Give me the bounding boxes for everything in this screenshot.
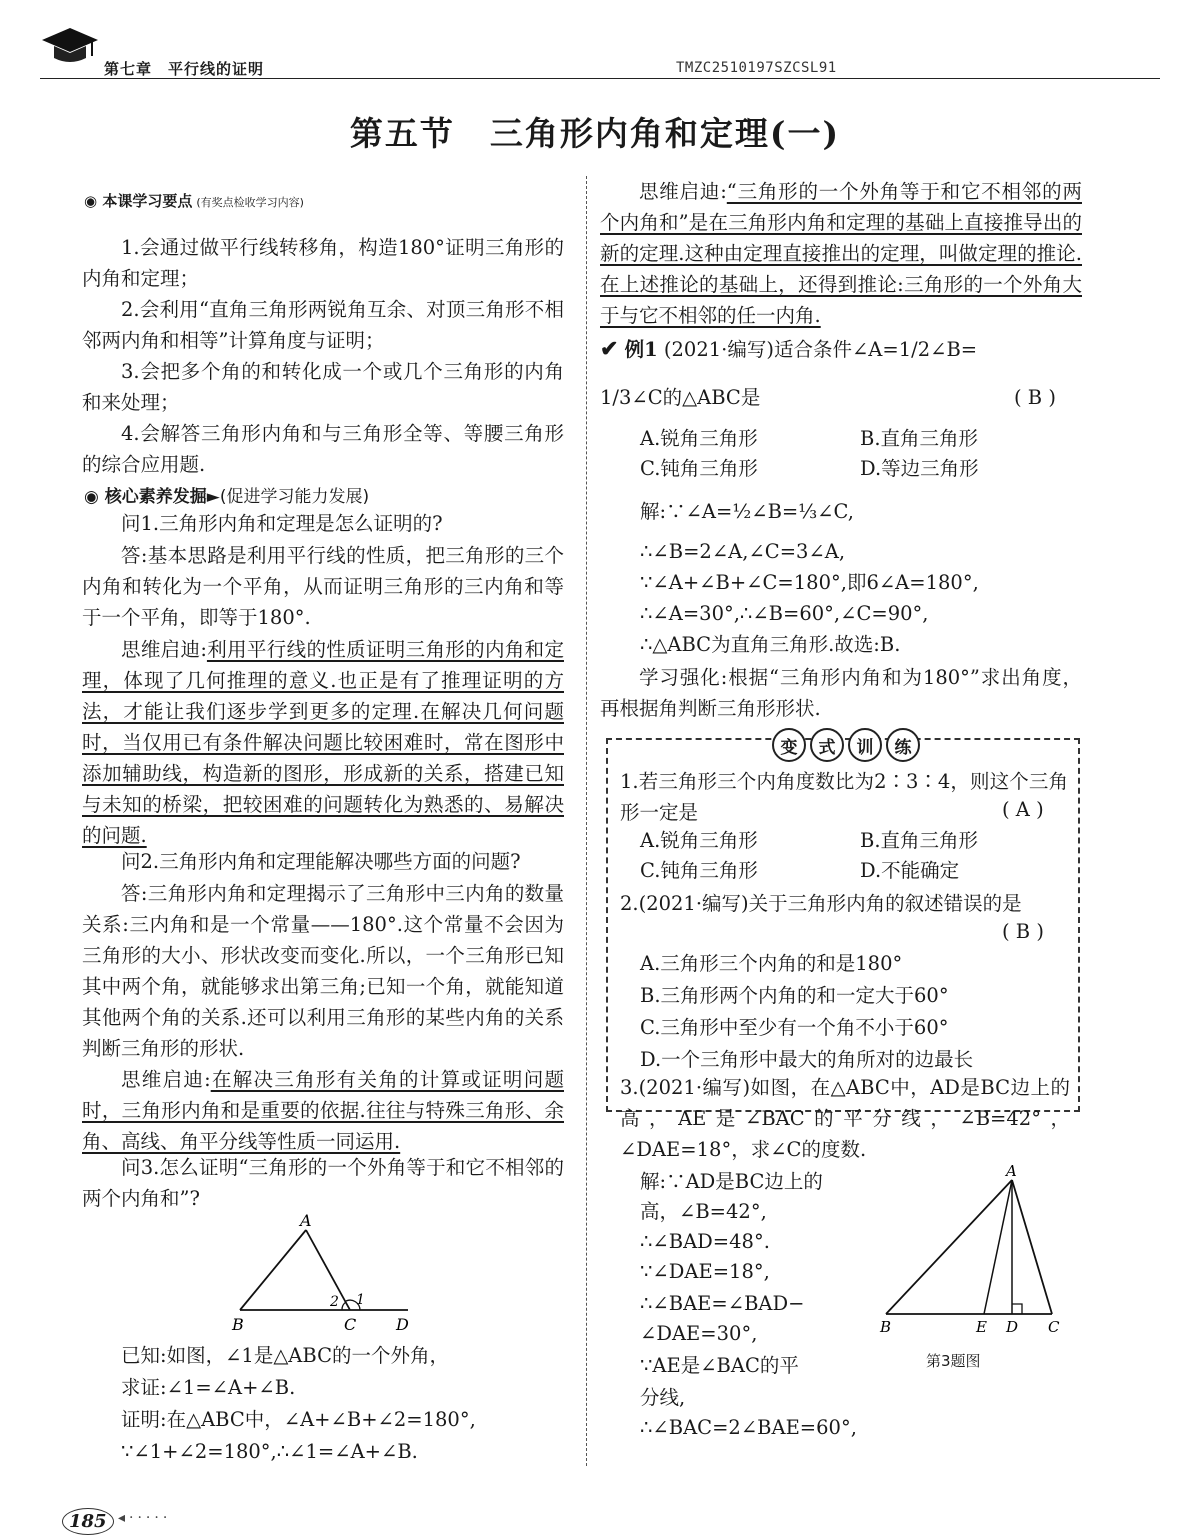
choice-a: A.锐角三角形	[640, 427, 758, 450]
fraction-third: 1/3	[600, 386, 632, 409]
side-ac	[1012, 1180, 1052, 1314]
column-divider	[586, 176, 587, 1466]
insight-3: 思维启迪:“三角形的一个外角等于和它不相邻的两个内角和”是在三角形内角和定理的基础上直接推导出的新的定理.这种由定理直接推出的定理，叫做定理的推论.在上述推论的基础上，还得到推论:三角形的一个外角大于与它不相邻的任一内角.	[600, 180, 1082, 327]
question-2: 问2.三角形内角和定理能解决哪些方面的问题?	[121, 850, 521, 873]
insight-1: 思维启迪:利用平行线的性质证明三角形的内角和定理，体现了几何推理的意义.也正是有了推理证明的方法，才能让我们逐步学到更多的定理.在解决几何问题时，当仅用已有条件解决问题比较困难时，常在图形中添加辅助线，构造新的图形，形成新的关系，搭建已知与未知的桥梁，把较困难的问题转化为熟悉的、易解决的问题.	[82, 638, 564, 847]
p2-choice-b: B.三角形两个内角的和一定大于60°	[640, 984, 949, 1007]
fig3-label-d: D	[1006, 1318, 1019, 1336]
header-rule	[40, 78, 1160, 79]
practice-1: 1.若三角形三个内角度数比为2∶3∶4，则这个三角形一定是	[620, 770, 1068, 824]
proof-line-2: ∵∠1+∠2=180°,∴∠1=∠A+∠B.	[121, 1440, 418, 1463]
target-icon: ◉	[84, 192, 98, 210]
answer-1: 答:基本思路是利用平行线的性质，把三角形的三个内角和转化为一个平角，从而证明三角形的三内角和等于一个平角，即等于180°.	[82, 544, 564, 629]
p1-choice-d: D.不能确定	[860, 859, 960, 882]
goals-heading: ◉ 本课学习要点 (有奖点检收学习内容)	[84, 192, 304, 210]
p3-sol-6: ∠DAE=30°,	[640, 1322, 758, 1345]
practice-3: 3.(2021·编写)如图，在△ABC中，AD是BC边上的高，AE是∠BAC的平分线，∠B=42°，∠DAE=18°，求∠C的度数.	[620, 1076, 1070, 1161]
p1-choice-c: C.钝角三角形	[640, 859, 758, 882]
example-1: ✔ 例1 (2021·编写)适合条件∠A=1/2∠B=	[600, 336, 978, 362]
p2-choice-a: A.三角形三个内角的和是180°	[640, 952, 903, 975]
chapter-label: 第七章 平行线的证明	[104, 60, 265, 78]
practice-1-choices	[640, 826, 1070, 886]
check-icon: ✔	[600, 336, 619, 362]
side-ac	[306, 1230, 350, 1310]
core-heading: ◉ 核心素养发掘►(促进学习能力发展)	[84, 487, 370, 507]
known-statement: 已知:如图，∠1是△ABC的一个外角，	[121, 1344, 450, 1367]
graduation-cap-icon	[40, 22, 100, 70]
p1-choice-a: A.锐角三角形	[640, 829, 758, 852]
example-1-answer: ( B )	[1014, 386, 1056, 409]
question-1: 问1.三角形内角和定理是怎么证明的?	[121, 512, 443, 535]
practice-2-answer: ( B )	[1002, 920, 1044, 943]
fig3-label-a: A	[1006, 1162, 1017, 1180]
fig3-label-c: C	[1048, 1318, 1060, 1336]
badge-1: 变	[772, 728, 806, 762]
page-title: 第五节 三角形内角和定理(一)	[349, 114, 841, 153]
p3-sol-3: ∴∠BAD=48°.	[640, 1230, 770, 1253]
solution-line-5: ∴△ABC为直角三角形.故选:B.	[640, 633, 901, 656]
label-d: D	[396, 1315, 409, 1334]
solution-line-3: ∵∠A+∠B+∠C=180°,即6∠A=180°,	[640, 571, 979, 594]
target-icon: ◉	[84, 487, 99, 507]
fig3-label-b: B	[880, 1318, 892, 1336]
p2-choice-c: C.三角形中至少有一个角不小于60°	[640, 1016, 949, 1039]
page-dots: ◂·····	[118, 1510, 172, 1526]
right-angle-mark	[1012, 1304, 1022, 1314]
badge-3: 训	[848, 728, 882, 762]
choice-c: C.钝角三角形	[640, 457, 758, 480]
solution-line-1: 解:∵∠A=½∠B=⅓∠C,	[640, 500, 854, 523]
p3-sol-9: ∴∠BAC=2∠BAE=60°,	[640, 1416, 857, 1439]
side-ab	[886, 1180, 1012, 1314]
p2-choice-d: D.一个三角形中最大的角所对的边最长	[640, 1048, 974, 1071]
label-angle-1: 1	[356, 1292, 365, 1308]
insight-2: 思维启迪:在解决三角形有关角的计算或证明问题时，三角形内角和是重要的依据.往往与特殊三角形、余角、高线、角平分线等性质一同运用.	[82, 1068, 564, 1153]
p3-sol-1: 解:∵AD是BC边上的	[640, 1170, 823, 1193]
p3-sol-4: ∵∠DAE=18°,	[640, 1260, 770, 1283]
example-1-choices	[640, 424, 1080, 484]
p3-sol-8: 分线,	[640, 1386, 686, 1409]
badge-4: 练	[886, 728, 920, 762]
practice-badges	[772, 728, 920, 762]
goal-4: 4.会解答三角形内角和与三角形全等、等腰三角形的综合应用题.	[82, 422, 564, 476]
fraction-half: 1/2	[898, 338, 931, 361]
label-b: B	[232, 1315, 244, 1334]
label-angle-2: 2	[330, 1294, 339, 1310]
goal-2: 2.会利用“直角三角形两锐角互余、对顶三角形不相邻两内角和相等”计算角度与证明；	[82, 298, 564, 352]
example-1-cont: 1/3∠C的△ABC是	[600, 386, 761, 409]
answer-2: 答:三角形内角和定理揭示了三角形中三内角的数量关系:三内角和是一个常量——180°.这个常量不会因为三角形的大小、形状改变而变化.所以，一个三角形已知其中两个角，就能够求出第三角;已知一个角，就能知道其他两个角的关系.还可以利用三角形的某些内角的关系判断三角形的形状.	[82, 882, 564, 1060]
solution-line-4: ∴∠A=30°,∴∠B=60°,∠C=90°,	[640, 602, 929, 625]
book-code: TMZC2510197SZCSL91	[676, 60, 837, 76]
practice-2: 2.(2021·编写)关于三角形内角的叙述错误的是	[620, 892, 1022, 915]
practice-1-answer: ( A )	[1002, 798, 1044, 821]
exterior-angle-figure	[220, 1212, 420, 1336]
figure-3-caption: 第3题图	[926, 1352, 981, 1370]
side-ab	[240, 1230, 306, 1310]
fig3-label-e: E	[976, 1318, 987, 1336]
choice-d: D.等边三角形	[860, 457, 979, 480]
triangle-figure-3	[872, 1160, 1072, 1346]
p3-sol-5: ∴∠BAE=∠BAD−	[640, 1292, 805, 1315]
prove-statement: 求证:∠1=∠A+∠B.	[121, 1376, 296, 1399]
bisector-ae	[984, 1180, 1012, 1314]
label-c: C	[344, 1315, 357, 1334]
badge-2: 式	[810, 728, 844, 762]
page-number: 185	[62, 1508, 114, 1535]
solution-line-2: ∴∠B=2∠A,∠C=3∠A,	[640, 540, 846, 563]
p3-sol-7: ∵AE是∠BAC的平	[640, 1354, 799, 1377]
question-3: 问3.怎么证明“三角形的一个外角等于和它不相邻的两个内角和”?	[82, 1156, 564, 1210]
goal-1: 1.会通过做平行线转移角，构造180°证明三角形的内角和定理；	[82, 236, 564, 290]
choice-b: B.直角三角形	[860, 427, 979, 450]
p3-sol-2: 高，∠B=42°,	[640, 1200, 767, 1223]
learning-strengthen: 学习强化:根据“三角形内角和为180°”求出角度，再根据角判断三角形形状.	[600, 666, 1082, 720]
angle-2-arc	[342, 1302, 346, 1310]
label-a: A	[300, 1212, 312, 1230]
p1-choice-b: B.直角三角形	[860, 829, 979, 852]
proof-line-1: 证明:在△ABC中，∠A+∠B+∠2=180°,	[121, 1408, 476, 1431]
goal-3: 3.会把多个角的和转化成一个或几个三角形的内角和来处理；	[82, 360, 564, 414]
